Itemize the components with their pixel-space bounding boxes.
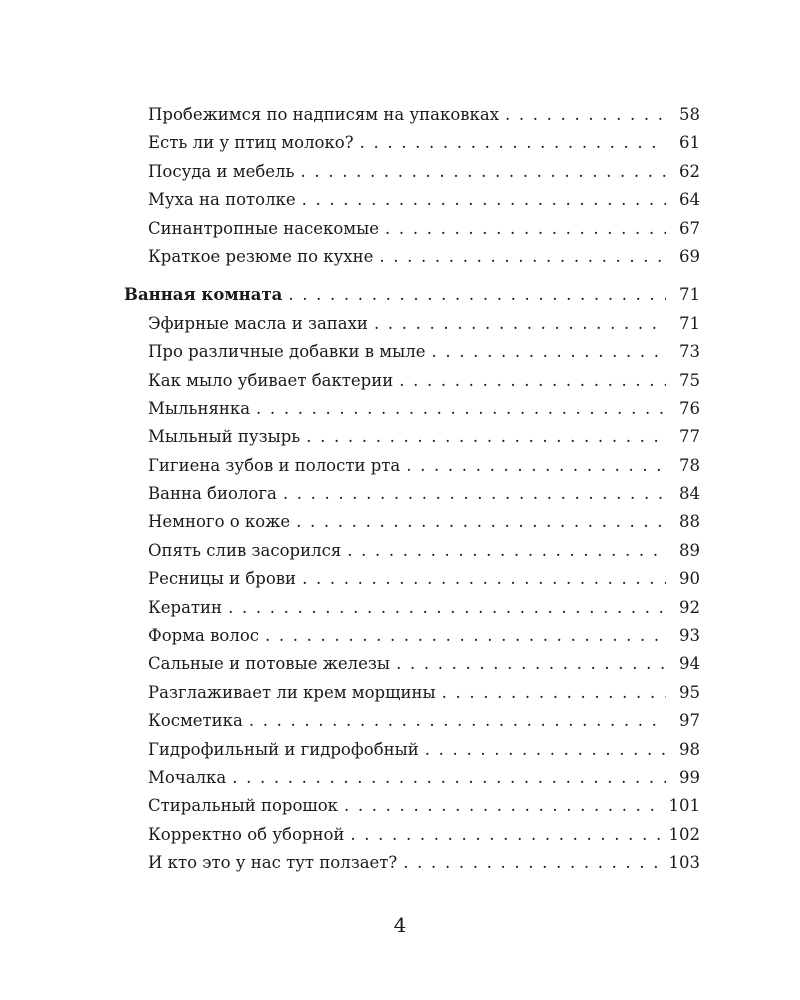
dot-leader [374,310,666,338]
toc-entry-page: 75 [679,370,700,390]
toc-entry[interactable] [124,764,700,792]
dot-leader [302,565,666,593]
toc-entry[interactable] [124,215,700,243]
toc-entry[interactable] [124,565,700,593]
toc-entry-title: Как мыло убивает бактерии [148,370,394,390]
toc-entry-title: Есть ли у птиц молоко? [148,133,354,153]
toc-entry[interactable] [124,622,700,650]
toc-entry-title: Краткое резюме по кухне [148,246,374,266]
toc-entry-page: 103 [668,853,700,873]
toc-entry[interactable] [124,480,700,508]
dot-leader [283,480,666,508]
toc-entry-page: 94 [679,654,700,674]
toc-entry-title: Форма волос [148,626,259,646]
toc-entry[interactable] [124,310,700,338]
toc-entry-title: Гигиена зубов и полости рта [148,455,401,475]
dot-leader [249,707,666,735]
toc-entry-page: 95 [679,682,700,702]
toc-entry-page: 71 [679,313,700,333]
toc-entry-page: 64 [679,190,700,210]
toc-entry-title: Сальные и потовые железы [148,654,391,674]
toc-entry[interactable] [124,792,700,820]
dot-leader [425,736,666,764]
toc-entry-page: 62 [679,161,700,181]
toc-entry[interactable] [124,650,700,678]
toc-entry-title: Кератин [148,597,223,617]
toc-entry[interactable] [124,158,700,186]
toc-section-title: Ванная комната [124,285,283,305]
toc-entry-title: Опять слив засорился [148,540,342,560]
toc-section-page: 71 [679,285,700,305]
toc-entry-title: Мыльнянка [148,398,251,418]
dot-leader [442,679,666,707]
dot-leader [301,158,666,186]
dot-leader [385,215,666,243]
toc-entry-page: 92 [679,597,700,617]
toc-entry[interactable] [124,508,700,536]
toc-entry[interactable] [124,367,700,395]
toc-entry[interactable] [124,452,700,480]
toc-entry-title: Пробежимся по надписям на упаковках [148,105,499,124]
dot-leader [306,423,666,451]
toc-entry-title: Посуда и мебель [148,161,295,181]
toc-entry[interactable] [124,338,700,366]
toc-entry-page: 78 [679,455,700,475]
toc-entry-title: Ванна биолога [148,484,277,504]
toc-entry-page: 102 [668,824,700,844]
toc-entry[interactable] [124,395,700,423]
toc-entry[interactable] [124,186,700,214]
toc-entry-page: 101 [668,796,700,816]
toc-entry-page: 76 [679,398,700,418]
dot-leader [256,395,666,423]
toc-entry-page: 61 [679,133,700,153]
toc-entry[interactable] [124,849,700,877]
toc-entry[interactable] [124,101,700,129]
page-number: 4 [393,913,407,937]
toc-entry-title: Эфирные масла и запахи [148,313,368,333]
toc-entry[interactable] [124,594,700,622]
dot-leader [302,186,666,214]
dot-leader [232,764,666,792]
toc-entry-page: 93 [679,626,700,646]
toc-entry[interactable] [124,537,700,565]
dot-leader [505,101,666,129]
toc-section-heading[interactable] [124,281,700,309]
dot-leader [347,537,666,565]
toc-entry-page: 58 [679,105,700,124]
toc-entry-page: 84 [679,484,700,504]
toc-entry-page: 97 [679,711,700,731]
toc-entry-title: Мочалка [148,767,227,787]
toc-entry-page: 67 [679,218,700,238]
toc-entry-page: 69 [679,246,700,266]
toc-entry-title: Корректно об уборной [148,824,345,844]
toc-entry[interactable] [124,679,700,707]
toc-entry-title: Косметика [148,711,243,731]
toc-entry-title: Гидрофильный и гидрофобный [148,739,419,759]
toc-entry-page: 98 [679,739,700,759]
toc-entry-title: Мыльный пузырь [148,427,301,447]
toc-entry-title: Стиральный порошок [148,796,338,816]
dot-leader [396,650,666,678]
toc-entry[interactable] [124,243,700,271]
dot-leader [403,849,660,877]
dot-leader [296,508,666,536]
dot-leader [360,129,666,157]
dot-leader [379,243,666,271]
dot-leader [432,338,666,366]
dot-leader [399,367,666,395]
toc-entry-title: Про различные добавки в мыле [148,342,426,362]
toc-entry-title: Немного о коже [148,512,291,532]
toc-entry-page: 88 [679,512,700,532]
toc-entry[interactable] [124,707,700,735]
toc-entry-page: 89 [679,540,700,560]
toc-entry-title: Муха на потолке [148,190,296,210]
toc-entry-title: Синантропные насекомые [148,218,380,238]
dot-leader [406,452,666,480]
toc-entry-title: И кто это у нас тут ползает? [148,853,398,873]
dot-leader [228,594,666,622]
toc-entry-title: Разглаживает ли крем морщины [148,682,436,702]
toc-entry-page: 77 [679,427,700,447]
dot-leader [288,281,666,309]
toc-entry[interactable] [124,129,700,157]
dot-leader [350,821,660,849]
dot-leader [344,792,661,820]
toc-entry[interactable] [124,736,700,764]
toc-entry-page: 90 [679,569,700,589]
toc-entry[interactable] [124,423,700,451]
toc-entry-page: 73 [679,342,700,362]
toc-entry[interactable] [124,821,700,849]
table-of-contents [124,101,700,878]
dot-leader [265,622,666,650]
toc-entry-page: 99 [679,767,700,787]
toc-entry-title: Ресницы и брови [148,569,297,589]
